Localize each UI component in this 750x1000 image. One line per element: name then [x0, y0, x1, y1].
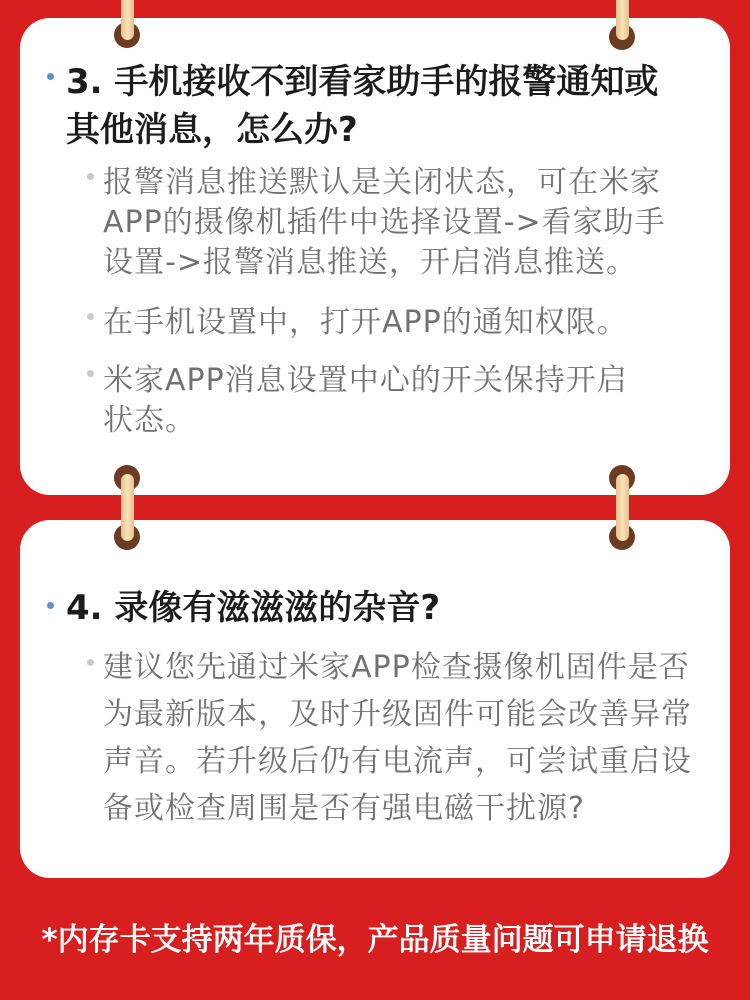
- answer-line: 报警消息推送默认是关闭状态，可在米家: [103, 165, 661, 200]
- question-title-line: 3. 手机接收不到看家助手的报警通知或: [66, 62, 659, 102]
- faq-card-3: [20, 18, 730, 495]
- answer-item: [103, 163, 666, 283]
- answer-line: 在手机设置中，打开APP的通知权限。: [103, 305, 628, 340]
- answer-item: [103, 644, 692, 832]
- question-bullet: [47, 602, 54, 609]
- answer-line: 声音。若升级后仍有电流声，可尝试重启设: [103, 744, 692, 779]
- answer-item: [103, 303, 628, 343]
- faq-card-4: [20, 520, 730, 878]
- answer-line: 建议您先通过米家APP检查摄像机固件是否: [103, 650, 690, 685]
- answer-bullet: [87, 370, 94, 377]
- answer-line: 米家APP消息设置中心的开关保持开启: [103, 363, 628, 398]
- binder-pin-icon: [616, 0, 629, 40]
- answer-item: [103, 361, 628, 441]
- answer-bullet: [87, 173, 94, 180]
- answer-line: APP的摄像机插件中选择设置->看家助手: [103, 205, 666, 240]
- question-title-line: 其他消息，怎么办?: [66, 110, 358, 150]
- question-title-line: 4. 录像有滋滋滋的杂音?: [66, 588, 441, 628]
- answer-bullet: [87, 659, 94, 666]
- binder-pin-icon: [121, 474, 134, 541]
- question-title: [66, 584, 440, 632]
- warranty-note: *内存卡支持两年质保，产品质量问题可申请退换: [41, 922, 709, 958]
- binder-pin-icon: [616, 474, 629, 541]
- answer-line: 备或检查周围是否有强电磁干扰源?: [103, 791, 585, 826]
- question-bullet: [47, 73, 54, 80]
- answer-line: 设置->报警消息推送，开启消息推送。: [103, 245, 637, 280]
- answer-bullet: [87, 313, 94, 320]
- question-title: [66, 58, 658, 154]
- answer-line: 为最新版本，及时升级固件可能会改善异常: [103, 697, 692, 732]
- binder-pin-icon: [121, 0, 134, 40]
- answer-line: 状态。: [103, 403, 196, 438]
